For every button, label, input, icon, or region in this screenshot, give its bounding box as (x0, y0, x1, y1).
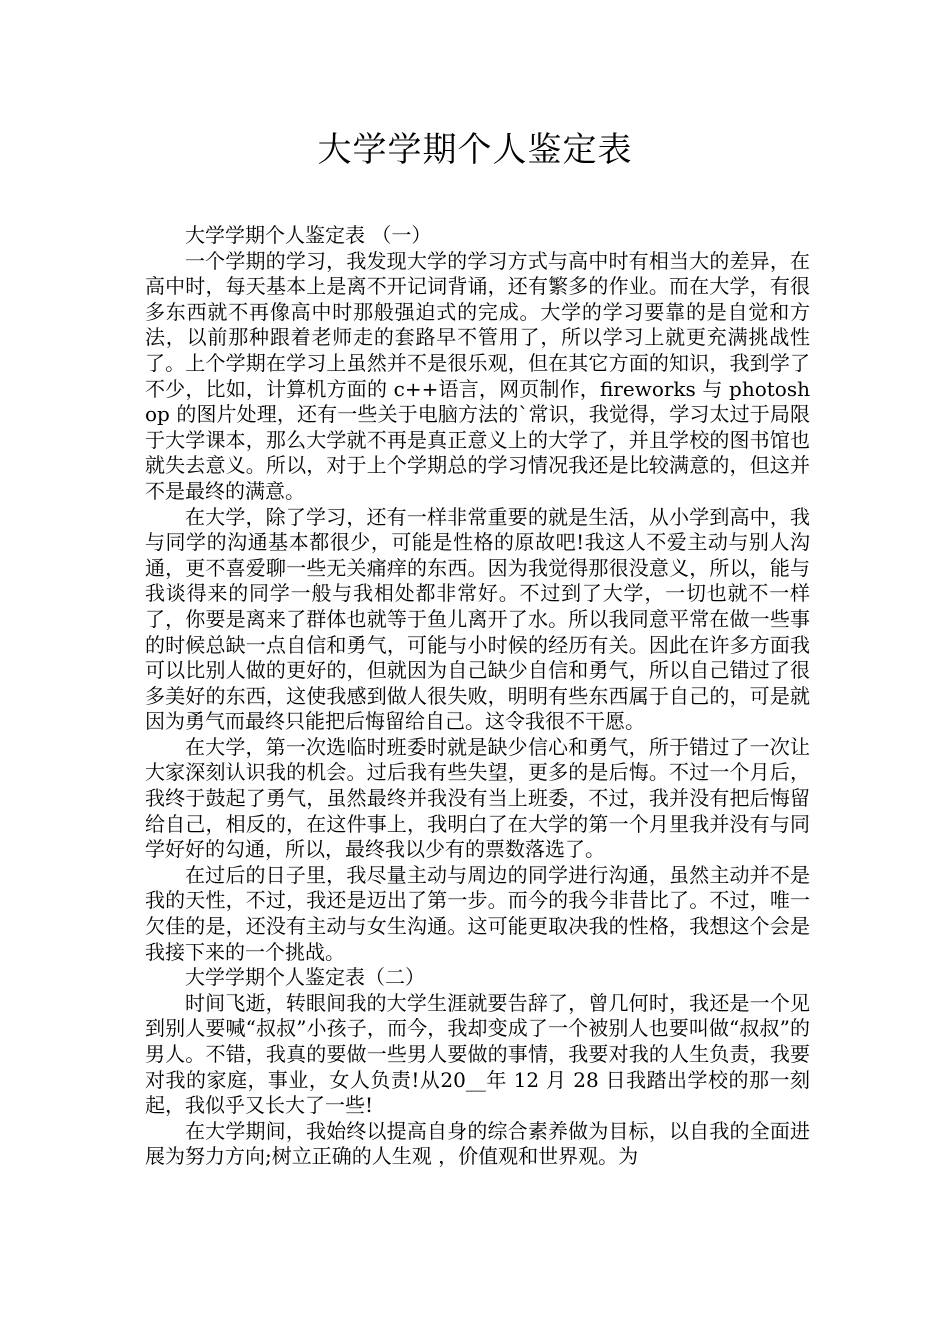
document-title: 大学学期个人鉴定表 (317, 130, 633, 170)
paragraph-university-period: 在大学期间，我始终以提高自身的综合素养做为目标，以自我的全面进展为努力方向;树立正确的人生观 ，价值观和世界观。为 (145, 1118, 810, 1169)
section-heading-2: 大学学期个人鉴定表（二） (185, 965, 425, 990)
paragraph-study: 一个学期的学习，我发现大学的学习方式与高中时有相当大的差异，在高中时，每天基本上是离不开记词背诵，还有繁多的作业。而在大学，有很多东西就不再像高中时那般强迫式的完成。大学的学习要靠的是自觉和方法，以前那种跟着老师走的套路早不管用了，所以学习上就更充满挑战性了。上个学期在学习上虽然并不是很乐观，但在其它方面的知识，我到学了不少，比如，计算机方面的 c++语言，网页制作，fireworks 与 photoshop 的图片处理，还有一些关于电脑方法的`常识，我觉得，学习太过于局限于大学课本，那么大学就不再是真正意义上的大学了，并且学校的图书馆也就失去意义。所以，对于上个学期总的学习情况我还是比较满意的，但这并不是最终的满意。 (145, 248, 810, 503)
paragraph-class-committee: 在大学，第一次选临时班委时就是缺少信心和勇气，所于错过了一次让大家深刻认识我的机会。过后我有些失望，更多的是后悔。不过一个月后，我终于鼓起了勇气，虽然最终并我没有当上班委，不过，我并没有把后悔留给自己，相反的，在这件事上，我明白了在大学的第一个月里我并没有与同学好好的勾通，所以，最终我以少有的票数落选了。 (145, 734, 810, 862)
document-body (145, 223, 810, 1170)
paragraph-life: 在大学，除了学习，还有一样非常重要的就是生活，从小学到高中，我与同学的沟通基本都很少，可能是性格的原故吧!我这人不爱主动与别人沟通，更不喜爱聊一些无关痛痒的东西。因为我觉得那很没意义，所以，能与我谈得来的同学一般与我相处都非常好。不过到了大学，一切也就不一样了，你要是离来了群体也就等于鱼儿离开了水。所以我同意平常在做一些事的时候总缺一点自信和勇气，可能与小时候的经历有关。因此在许多方面我可以比别人做的更好的，但就因为自己缺少自信和勇气，所以自己错过了很多美好的东西，这使我感到做人很失败，明明有些东西属于自己的，可是就因为勇气而最终只能把后悔留给自己。这令我很不干愿。 (145, 504, 810, 734)
section-heading-1: 大学学期个人鉴定表 （一） (185, 223, 432, 247)
paragraph-communication: 在过后的日子里，我尽量主动与周边的同学进行沟通，虽然主动并不是我的天性，不过，我还是迈出了第一步。而今的我今非昔比了。不过，唯一欠佳的是，还没有主动与女生沟通。这可能更取决我的性格，我想这个会是我接下来的一个挑战。 (145, 862, 810, 964)
paragraph-time-flies: 时间飞逝，转眼间我的大学生涯就要告辞了，曾几何时，我还是一个见到别人要喊“叔叔”小孩子，而今，我却变成了一个被别人也要叫做“叔叔”的男人。不错，我真的要做一些男人要做的事情，我要对我的人生负责，我要对我的家庭，事业，女人负责!从20__年 12 月 28 日我踏出学校的那一刻起，我似乎又长大了一些! (145, 990, 810, 1118)
